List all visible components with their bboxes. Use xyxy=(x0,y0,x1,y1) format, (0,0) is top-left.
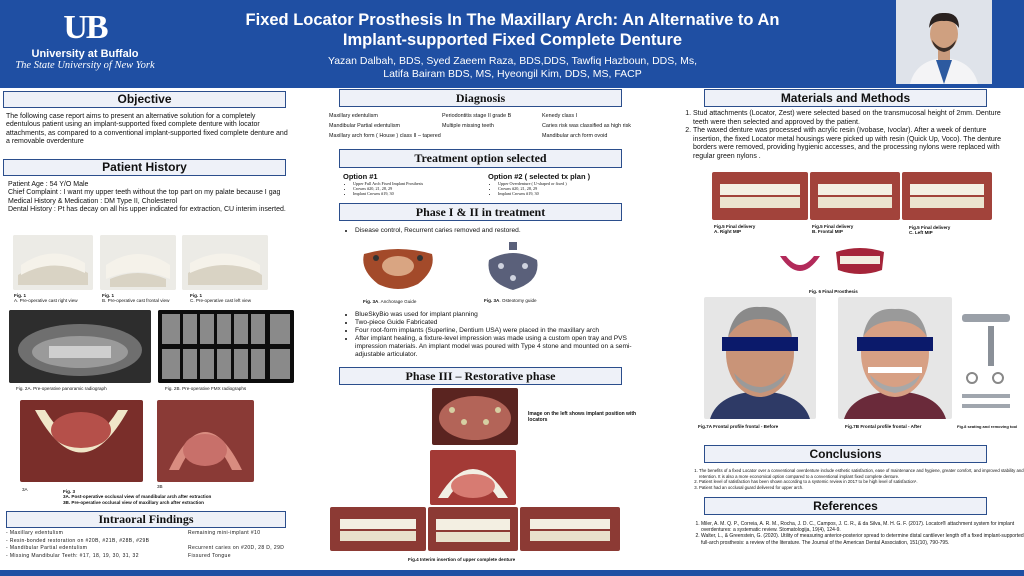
objective-heading: Objective xyxy=(3,91,286,108)
fig5b-frontal-mip-image xyxy=(810,172,900,220)
fig7b-caption: Fig.7B Frontal profile frontal - After xyxy=(845,424,922,429)
implant-position-note: Image on the left shows implant position with locators xyxy=(528,411,637,423)
implant-locators-image xyxy=(432,388,518,445)
conclusions-heading: Conclusions xyxy=(704,445,987,463)
diagnosis-col-1: Maxillary edentulism Mandibular Partial edentulism Maxillary arch form ( House ) class II – tapered xyxy=(329,113,441,139)
fig4-interim-left-image xyxy=(520,507,620,551)
author-portrait xyxy=(896,0,992,84)
ub-logo-mark: UB xyxy=(63,9,107,46)
fig5c-caption: Fig.5 Final delivery C. Left MIP xyxy=(909,225,951,236)
fig2b-fmx-radiographs xyxy=(158,310,294,383)
fig7b-after-photo xyxy=(838,297,952,419)
fig4-caption: Fig.4 Interim insertion of upper complete denture xyxy=(408,557,516,562)
references-list: 1. Miler, A. M. Q. P., Correia, A. R. M., Rocha, J. D. C., Campos, J. C. R., & da Silva, M. H. G. F. (2017). Locator® attachment system for implant overdentures: a systematic review. Stomatologija, 19(4), 124-9. 2. Walter, L., & Greenstein, G. (2020). Utility of measuring anterior-posterior spread to determine distal cantilever length off a fixed implant-supported full-arch prosthesis: a review of the literature. The Journal of the American Dental Association, 151(10), 790-795. xyxy=(690,521,1024,546)
intraoral-findings-list xyxy=(6,530,296,560)
fig6-prosthesis-right-image xyxy=(832,244,888,280)
face-privacy-bar xyxy=(857,337,933,351)
diagnosis-col-3: Kenedy class I Caries risk was classified as high risk Mandibular arch form ovoid xyxy=(542,113,631,139)
fig3b-guide-caption: Fig. 3A. Osteotomy guide xyxy=(484,298,537,303)
fig5b-caption: Fig.5 Final delivery B. Frontal MIP xyxy=(812,224,854,235)
conclusions-list: 1. The benefits of a fixed Locator over a conventional overdenture include esthetic satisfaction, ease of maintenance and hygiene, greater comfort, and improved stability and retention. It is also a more economical option compared to a conventional implant fixed complete denture. 2. Patient level of satisfaction has been shown according to a systemic review in 2017 to be high level of satisfaction¹. 3. Patient had an occlusal guard delivered for upper arch. xyxy=(688,468,1024,490)
history-medical: Medical History & Medication : DM Type II, Cholesterol xyxy=(8,197,178,205)
fig1b-cast-frontal-image xyxy=(100,235,176,290)
authors-line-2: Latifa Bairam BDS, MS, Hyeongil Kim, DDS, MS, FACP xyxy=(383,68,642,80)
intraoral-row: - Mandibular Partial edentulism Recurrent caries on #20D, 28 D, 29D xyxy=(6,545,285,552)
university-tagline: The State University of New York xyxy=(15,60,155,71)
fig3a-anchorage-guide-image xyxy=(358,240,438,296)
fig3-caption: Fig. 3 3A. Post-operative occlusal view of mandibular arch after extraction 3B. Pre-operative occlusal view of maxillary arch after extraction xyxy=(63,489,212,505)
interim-denture-occlusal-image xyxy=(430,450,516,505)
fig1b-caption: Fig. 1 B. Pre-operative cast frontal view xyxy=(102,293,170,304)
fig3a-guide-caption: Fig. 3A. Anchorage Guide xyxy=(363,299,417,304)
fig1a-cast-right-image xyxy=(13,235,93,290)
phase12-heading: Phase I & II in treatment xyxy=(339,203,622,221)
fig4-interim-right-image xyxy=(330,507,426,551)
treatment-heading: Treatment option selected xyxy=(339,149,622,168)
face-privacy-bar xyxy=(722,337,798,351)
diagnosis-grid xyxy=(329,111,649,141)
fig1a-caption: Fig. 1 A. Pre-operative cast right view xyxy=(14,293,78,304)
methods-list: 1. Stud attachments (Locator, Zest) were selected based on the transmucosal height of 2mm. Denture teeth were then selected and approved by the patient. 2. The waxed denture was processed with acrylic resin (Ivobase, Ivoclar). After a week of denture insertion, the fixed Locator metal housings were picked up with resin (Quick Up, Voco). The denture borders were removed, providing hygienic accesses, and the processing nylons were replaced with regular green nylons . xyxy=(682,110,1003,162)
fig5c-left-mip-image xyxy=(902,172,992,220)
fig6-caption: Fig. 6 Final Prosthesis xyxy=(809,289,858,294)
fig3b-label: 3B xyxy=(157,484,163,489)
fig5a-right-mip-image xyxy=(712,172,808,220)
poster-header xyxy=(0,0,1024,88)
references-heading: References xyxy=(704,497,987,515)
patient-history-text xyxy=(8,181,288,215)
patient-history-heading: Patient History xyxy=(3,159,286,176)
history-dental: Dental History : Pt has decay on all his upper indicated for extraction, CU interim inserted. xyxy=(8,206,286,214)
objective-text: The following case report aims to present an alternative solution for a completely edentulous patient using an implant-supported fixed complete denture with locator attachments, as compared to a conventional implant-supported fixed complete denture and a removable overdenture xyxy=(6,113,288,146)
fig6-prosthesis-left-image xyxy=(776,246,824,282)
intraoral-findings-heading: Intraoral Findings xyxy=(6,511,286,528)
methods-heading: Materials and Methods xyxy=(704,89,987,107)
intraoral-row: - Missing Mandibular Teeth: #17, 18, 19, 30, 31, 32 Fissured Tongue xyxy=(6,552,231,559)
fig3a-label: 3A xyxy=(22,487,28,492)
fig3b-osteotomy-guide-image xyxy=(483,240,543,296)
phase12-bullets: • BlueSkyBio was used for implant planning • Two-piece Guide Fabricated • Four root-form implants (Superline, Dentium USA) were placed in the maxillary arch • After implant healing, a fixture-level impression was made using a custom open tray and PVS impression materials. An implant model was poured with Type 4 stone and mounted on a semi-adjustable articulator. xyxy=(345,311,640,360)
fig2b-caption: Fig. 2B. Pre-operative FMX radiographs xyxy=(165,386,247,391)
treatment-option-2: Option #2 ( selected tx plan ) • Upper Overdenture ( U-shaped or fixed ) • Crowns #20, 21, 28, 29 • Implant Crowns #19, 30 xyxy=(488,172,628,197)
fig1c-caption: Fig. 1 C. Pre-operative cast left view xyxy=(190,293,252,304)
authors-line-1: Yazan Dalbah, BDS, Syed Zaeem Raza, BDS,DDS, Tawfiq Hazboun, DDS, Ms, xyxy=(327,55,698,67)
fig7a-before-photo xyxy=(704,297,816,419)
intraoral-row: - Resin-bonded restoration on #20B, #21B, #28B, #29B xyxy=(6,537,150,544)
treatment-option-1: Option #1 • Upper Full Arch Fixed Implant Prosthesis • Crowns #20, 21, 28, 29 • Implant Crowns #19, 30 xyxy=(343,172,483,197)
intraoral-row: - Maxillary edentulism Remaining mini-implant #10 xyxy=(6,530,261,536)
fig2a-panoramic-radiograph xyxy=(9,310,151,383)
fig3a-mandibular-occlusal-image xyxy=(20,400,143,482)
fig2a-caption: Fig. 2A. Pre-operative panoramic radiograph xyxy=(16,386,107,391)
fig1c-cast-left-image xyxy=(182,235,268,290)
fig3b-maxillary-occlusal-image xyxy=(157,400,254,482)
fig8-caption: Fig.8 seating and removing tool xyxy=(957,424,1018,429)
history-age: Patient Age : 54 Y/O Male xyxy=(8,181,89,188)
fig4-interim-frontal-image xyxy=(428,507,518,551)
phase12-intro: • Disease control, Recurrent caries removed and restored. xyxy=(345,227,635,235)
phase3-heading: Phase III – Restorative phase xyxy=(339,367,622,385)
university-logo xyxy=(10,10,160,71)
fig8-seating-tool-image xyxy=(952,296,1020,422)
diagnosis-heading: Diagnosis xyxy=(339,89,622,107)
footer-bar xyxy=(0,570,1024,576)
history-complaint: Chief Complaint : I want my upper teeth without the top part on my palate because I gag xyxy=(8,189,281,197)
university-name: University at Buffalo xyxy=(31,48,139,60)
fig7a-caption: Fig.7A Frontal profile frontal - Before xyxy=(698,424,779,429)
poster-title: Fixed Locator Prosthesis In The Maxillary Arch: An Alternative to An Implant-supported Fixed Complete Denture xyxy=(245,11,780,49)
fig5a-caption: Fig.5 Final delivery A. Right MIP xyxy=(714,224,756,235)
diagnosis-col-2: Periodontitis stage II grade B Multiple missing teeth xyxy=(442,113,512,129)
poster-authors xyxy=(230,55,795,81)
